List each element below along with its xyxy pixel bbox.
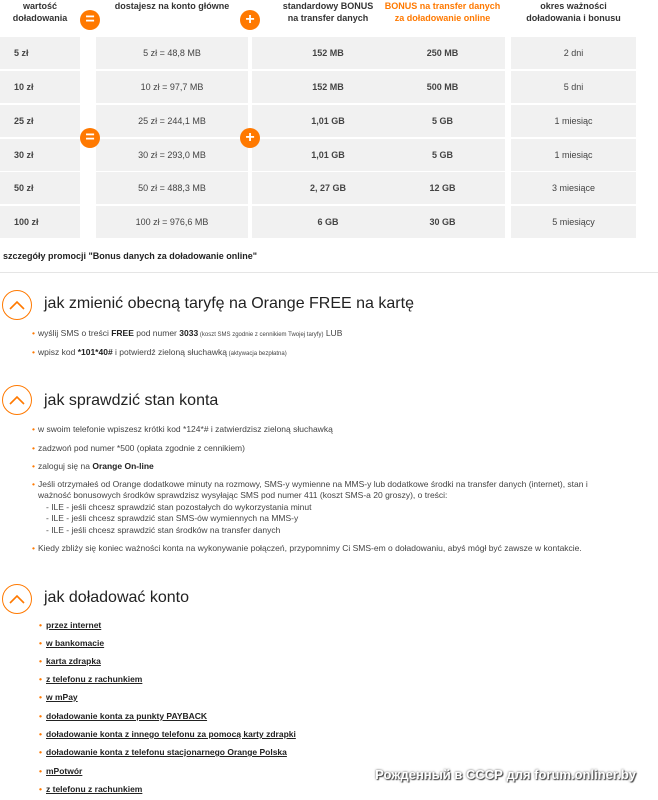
table-cell: 1 miesiąc — [511, 105, 636, 137]
topup-link-mpotwor[interactable]: • mPotwór — [46, 766, 82, 776]
table-cell: 10 zł — [0, 71, 80, 103]
section-title-check-balance: jak sprawdzić stan konta — [44, 392, 219, 409]
table-cell: 1,01 GB — [252, 105, 404, 137]
table-cell: 6 GB — [252, 206, 404, 238]
table-cell: 3 miesiące — [511, 172, 636, 204]
table-cell: 5 GB — [380, 105, 505, 137]
topup-link-payback[interactable]: • doładowanie konta za punkty PAYBACK — [46, 711, 207, 721]
sub-item: - ILE - jeśli chcesz sprawdzić stan SMS-ów wymiennych na MMS-y — [46, 513, 299, 523]
table-cell: 1,01 GB — [252, 139, 404, 171]
table-cell: 25 zł — [0, 105, 80, 137]
table-cell: 5 zł — [0, 37, 80, 69]
topup-link-postpaid-phone[interactable]: • z telefonu z rachunkiem — [46, 674, 142, 684]
table-cell: 5 GB — [380, 139, 505, 171]
equals-icon: = — [80, 128, 100, 148]
table-cell: 30 zł — [0, 139, 80, 171]
table-cell: 10 zł = 97,7 MB — [96, 71, 248, 103]
list-item: • Jeśli otrzymałeś od Orange dodatkowe minuty na rozmowy, SMS-y wymienne na MMS-y lub dodatkowe środki na transfer danych (internet), stan i ważność bonusowych środków sprawdzisz wysyłając SMS pod numer 411 (koszt SMS-a 20 groszy), o treści: — [38, 479, 638, 501]
sub-item: - ILE - jeśli chcesz sprawdzić stan środków na transfer danych — [46, 525, 281, 535]
header-online-bonus: BONUS na transfer danych za doładowanie online — [380, 0, 505, 36]
topup-link-landline[interactable]: • doładowanie konta z telefonu stacjonarnego Orange Polska — [46, 747, 287, 757]
chevron-up-icon[interactable] — [2, 290, 32, 320]
table-cell: 500 MB — [380, 71, 505, 103]
header-main-account: dostajesz na konto główne — [96, 0, 248, 36]
table-cell: 30 zł = 293,0 MB — [96, 139, 248, 171]
plus-icon: + — [240, 128, 260, 148]
table-cell: 2, 27 GB — [252, 172, 404, 204]
promo-details-text: szczegóły promocji "Bonus danych za doładowanie online" — [3, 251, 258, 261]
topup-link-atm[interactable]: • w bankomacie — [46, 638, 104, 648]
table-cell: 25 zł = 244,1 MB — [96, 105, 248, 137]
topup-link-mpay[interactable]: • w mPay — [46, 692, 78, 702]
list-item: • wpisz kod *101*40# i potwierdź zieloną słuchawką (aktywacja bezpłatna) — [38, 347, 638, 360]
topup-link-postpaid-phone-2[interactable]: • z telefonu z rachunkiem — [46, 784, 142, 794]
table-cell: 100 zł = 976,6 MB — [96, 206, 248, 238]
table-cell: 152 MB — [252, 37, 404, 69]
list-item: • wyślij SMS o treści FREE pod numer 3033 (koszt SMS zgodnie z cennikiem Twojej taryfy) LUB — [38, 328, 638, 341]
header-validity: okres ważności doładowania i bonusu — [511, 0, 636, 36]
table-cell: 250 MB — [380, 37, 505, 69]
table-cell: 100 zł — [0, 206, 80, 238]
divider — [0, 272, 658, 273]
list-item: • w swoim telefonie wpiszesz krótki kod *124*# i zatwierdzisz zieloną słuchawką — [38, 424, 638, 435]
list-item: • zaloguj się na Orange On-line — [38, 461, 638, 472]
chevron-up-icon[interactable] — [2, 584, 32, 614]
chevron-up-icon[interactable] — [2, 385, 32, 415]
table-cell: 5 dni — [511, 71, 636, 103]
list-item: • Kiedy zbliży się koniec ważności konta na wykonywanie połączeń, przypomnimy Ci SMS-em o doładowaniu, abyś mógł być zawsze w kontakcie. — [38, 543, 638, 554]
section-title-change-tariff: jak zmienić obecną taryfę na Orange FREE na kartę — [44, 295, 414, 312]
header-standard-bonus: standardowy BONUS na transfer danych — [252, 0, 404, 36]
plus-icon: + — [240, 10, 260, 30]
table-cell: 152 MB — [252, 71, 404, 103]
table-cell: 50 zł = 488,3 MB — [96, 172, 248, 204]
list-item: • zadzwoń pod numer *500 (opłata zgodnie z cennikiem) — [38, 443, 638, 454]
topup-link-other-phone[interactable]: • doładowanie konta z innego telefonu za pomocą karty zdrapki — [46, 729, 296, 739]
table-cell: 5 zł = 48,8 MB — [96, 37, 248, 69]
table-cell: 5 miesiący — [511, 206, 636, 238]
table-cell: 50 zł — [0, 172, 80, 204]
table-cell: 12 GB — [380, 172, 505, 204]
section-title-topup: jak doładować konto — [44, 589, 189, 606]
equals-icon: = — [80, 10, 100, 30]
table-cell: 2 dni — [511, 37, 636, 69]
topup-link-internet[interactable]: • przez internet — [46, 620, 101, 630]
sub-item: - ILE - jeśli chcesz sprawdzić stan pozostałych do wykorzystania minut — [46, 502, 312, 512]
forum-watermark: Рожденный в СССР для forum.onliner.by — [375, 767, 636, 782]
topup-link-scratch-card[interactable]: • karta zdrapka — [46, 656, 101, 666]
header-value: wartość doładowania — [0, 0, 80, 36]
table-cell: 30 GB — [380, 206, 505, 238]
table-cell: 1 miesiąc — [511, 139, 636, 171]
